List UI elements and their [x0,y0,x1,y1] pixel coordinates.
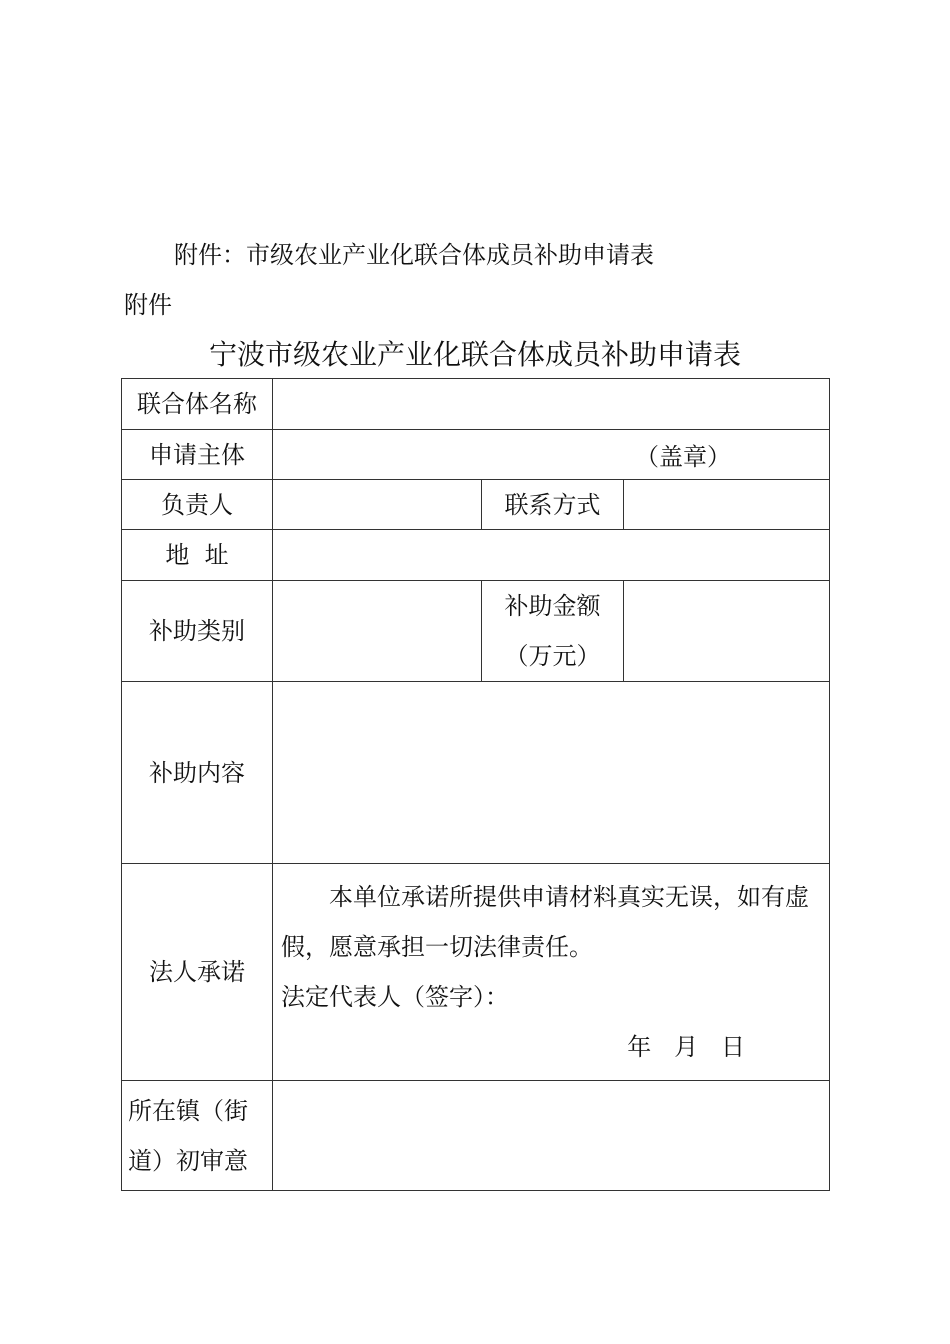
town-review-label: 所在镇（街道）初审意 [122,1081,273,1191]
application-form-table [121,378,830,1191]
subsidy-content-label: 补助内容 [122,682,273,864]
stamp-note: （盖章） [635,443,732,471]
applicant-label: 申请主体 [122,430,273,480]
promise-text: 本单位承诺所提供申请材料真实无误，如有虚假，愿意承担一切法律责任。 [281,883,809,961]
subsidy-amount-field[interactable] [624,581,830,682]
contact-label: 联系方式 [482,480,624,530]
row-consortium-name [122,379,830,430]
subsidy-type-field[interactable] [273,581,482,682]
row-subsidy-content [122,682,830,864]
date-line[interactable]: 年 月 日 [627,1033,746,1061]
row-town-review [122,1081,830,1191]
subsidy-amount-label [482,581,624,682]
row-applicant [122,430,830,480]
form-title: 宁波市级农业产业化联合体成员补助申请表 [208,338,741,371]
row-legal-promise [122,864,830,1081]
legal-promise-label: 法人承诺 [122,864,273,1081]
subsidy-amount-label-line1: 补助金额 [504,592,601,620]
legal-rep-signature-line[interactable]: 法定代表人（签字）： [281,983,509,1011]
row-address [122,530,830,581]
attachment-label: 附件 [124,291,172,319]
subsidy-amount-label-line2: （万元） [504,642,601,670]
consortium-name-field[interactable] [273,379,830,430]
legal-promise-field [273,864,830,1081]
attachment-title: 附件：市级农业产业化联合体成员补助申请表 [174,241,654,269]
address-field[interactable] [273,530,830,581]
row-subsidy [122,581,830,682]
row-person-contact [122,480,830,530]
person-in-charge-field[interactable] [273,480,482,530]
town-review-field[interactable] [273,1081,830,1191]
subsidy-type-label: 补助类别 [122,581,273,682]
consortium-name-label: 联合体名称 [122,379,273,430]
address-label: 地 址 [122,530,273,581]
applicant-field[interactable] [273,430,830,480]
person-in-charge-label: 负责人 [122,480,273,530]
contact-field[interactable] [624,480,830,530]
subsidy-content-field[interactable] [273,682,830,864]
